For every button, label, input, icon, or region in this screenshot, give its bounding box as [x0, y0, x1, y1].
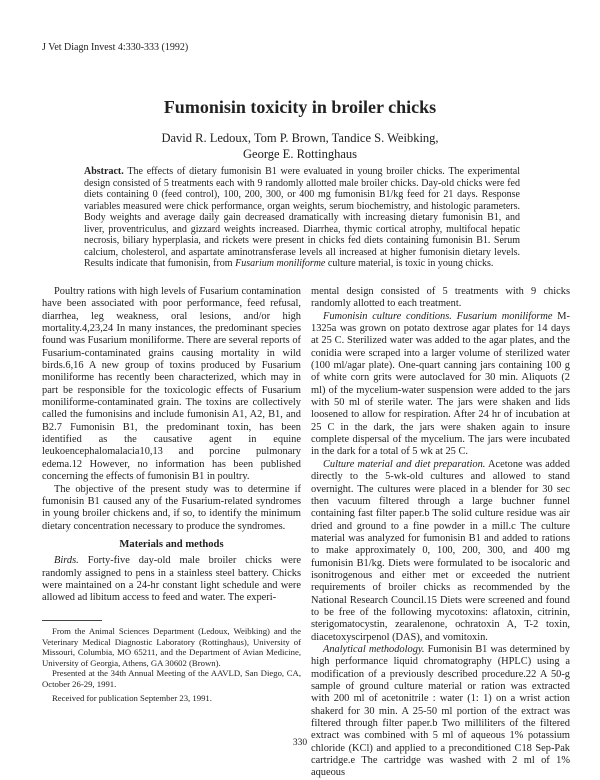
footnote-divider	[42, 620, 102, 621]
birds-text: Forty-five day-old male broiler chicks were randomly assigned to pens in a stainless steel battery. Chicks were maintained on a 24-hr constant light schedule and were allowed ad libitum access to feed and water. The experi-	[42, 555, 301, 604]
article-title: Fumonisin toxicity in broiler chicks	[163, 97, 437, 117]
abstract-text: The effects of dietary fumonisin B1 were evaluated in young broiler chicks. The experimental design consisted of 5 treatments each with 9 randomly allotted male broiler chicks. Day-old chicks were fed diets containing 0 (feed control), 100, 200, 300, or 400 mg fumonisin B1/kg feed for 21 days. Response variables measured were chick performance, organ weights, serum biochemistry, and histologic parameters. Body weights and average daily gain decreased dramatically with increasing dietary fumonisin B1, and liver, proventriculus, and gizzard weights increased. Diarrhea, thymic cortical atrophy, multifocal hepatic necrosis, biliary hyperplasia, and rickets were present in chicks fed diets containing fumonisin B1. Serum calcium, cholesterol, and aspartate aminotransferase levels all increased at higher fumonisin dietary levels. Results indicate that fumonisin, from	[84, 166, 520, 269]
authors-line-1: David R. Ledoux, Tom P. Brown, Tandice S. Weibking,	[161, 131, 439, 145]
footnotes	[42, 626, 301, 703]
right-column	[311, 286, 570, 780]
methods-heading: Materials and methods	[119, 538, 224, 550]
intro-paragraph-1: Poultry rations with high levels of Fusarium contamination have been associated with poor performance, feed refusal, diarrhea, leg weakness, oral lesions, and/or high mortality.4,23,24 In many instances, the predominant species found was Fusarium moniliforme. There are several reports of Fusarium-contaminated grains causing mortality in wild birds.6,16 A new group of toxins produced by Fusarium moniliforme has recently been characterized, which may in part be responsible for the toxicologic effects of Fusarium moniliforme-contaminated grain. The toxins are collectively called the fumonisins and include fumonisin A1, A2, B1, and B2.7 Fumonisin B1, the predominant toxin, has been identified as the causative agent in equine leukoencephalomalacia10,13 and porcine pulmonary edema.12 However, no information has been published concerning the effects of fumonisin B1 in poultry.	[42, 286, 301, 483]
abstract-label: Abstract.	[84, 166, 124, 177]
culture-conditions-text: M-1325a was grown on potato dextrose agar plates for 14 days at 25 C. Sterilized water was added to the agar plates, and the conidia were scraped into a larger volume of sterilized water (100 ml/agar plate). One-quart canning jars containing 100 g of white corn grits were autoclaved for 30 min. Aliquots (2 ml) of the mycelium-water suspension were added to the jars with 50 ml of sterile water. The jars were shaken and lids loosened to allow for respiration. After 24 hr of incubation at 25 C in the dark, the jars were shaken again to insure complete dispersal of the mycelium. The jars were incubated in the dark for a total of 5 wk at 25 C.	[311, 310, 570, 458]
footnote-received: Received for publication September 23, 1991.	[52, 692, 212, 703]
analytical-methodology-paragraph	[311, 644, 570, 780]
author-list	[0, 130, 600, 162]
abstract	[84, 166, 520, 270]
left-column	[42, 286, 301, 605]
analytical-methodology-text: Fumonisin B1 was determined by high performance liquid chromatography (HPLC) using a modification of a previously described procedure.22 A 50-g sample of ground culture material or ration was extracted with 200 ml of acetonitrile : water (1: 1) on a wrist action shakerd for 30 min. A 25-50 ml portion of the extract was filtered through filter paper.b Two milliliters of the filtered extract was combined with 5 ml of aqueous 1% potassium chloride (KCl) and applied to a preconditioned C18 Sep-Pak cartridge.e The cartridge was washed with 2 ml of 1% aqueous	[311, 643, 571, 779]
authors-line-2: George E. Rottinghaus	[243, 147, 357, 161]
footnote-presented: Presented at the 34th Annual Meeting of the AAVLD, San Diego, CA, October 26-29, 1991.	[42, 668, 301, 689]
footnote-affiliation: From the Animal Sciences Department (Ledoux, Weibking) and the Veterinary Medical Diagnostic Laboratory (Rottinghaus), University of Missouri, Columbia, MO 65211, and the Department of Avian Medicine, University of Georgia, Athens, GA 30602 (Brown).	[42, 626, 301, 668]
culture-conditions-paragraph	[311, 311, 570, 459]
diet-preparation-paragraph	[311, 459, 570, 644]
analytical-methodology-label: Analytical methodology.	[323, 643, 425, 655]
design-paragraph: mental design consisted of 5 treatments with 9 chicks randomly allotted to each treatment.	[311, 286, 570, 310]
journal-citation: J Vet Diagn Invest 4:330-333 (1992)	[42, 42, 189, 53]
birds-paragraph	[42, 555, 301, 604]
page-number: 330	[292, 738, 308, 748]
diet-preparation-text: Acetone was added directly to the 5-wk-old cultures and allowed to stand overnight. The cultures were placed in a blender for 30 sec then vacuum filtered through a large buchner funnel containing fast filter paper.b The solid culture residue was air dried and ground to a fine powder in a mill.c The culture material was analyzed for fumonisin B1 and added to rations to make approximately 0, 100, 200, 300, and 400 mg fumonisin B1/kg. Diets were formulated to be isocaloric and isonitrogenous and either met or exceeded the nutrient requirements of broiler chicks as recommended by the National Research Council.15 Diets were screened and found to be free of the following mycotoxins: aflatoxin, citrinin, sterigomatocystin, zearalenone, ochratoxin A, T-2 toxin, diacetoxyscirpenol (DAS), and vomitoxin.	[311, 458, 570, 643]
intro-paragraph-2: The objective of the present study was to determine if fumonisin B1 caused any of the Fusarium-related syndromes in young broiler chickens and, if so, to identify the minimum dietary concentration necessary to produce the syndromes.	[42, 483, 301, 532]
birds-label: Birds.	[54, 555, 79, 567]
culture-conditions-label: Fumonisin culture conditions. Fusarium moniliforme	[323, 310, 553, 322]
abstract-text-end: culture material, is toxic in young chicks.	[327, 258, 494, 269]
diet-preparation-label: Culture material and diet preparation.	[323, 458, 486, 470]
abstract-text-italic: Fusarium moniliforme	[235, 258, 326, 269]
